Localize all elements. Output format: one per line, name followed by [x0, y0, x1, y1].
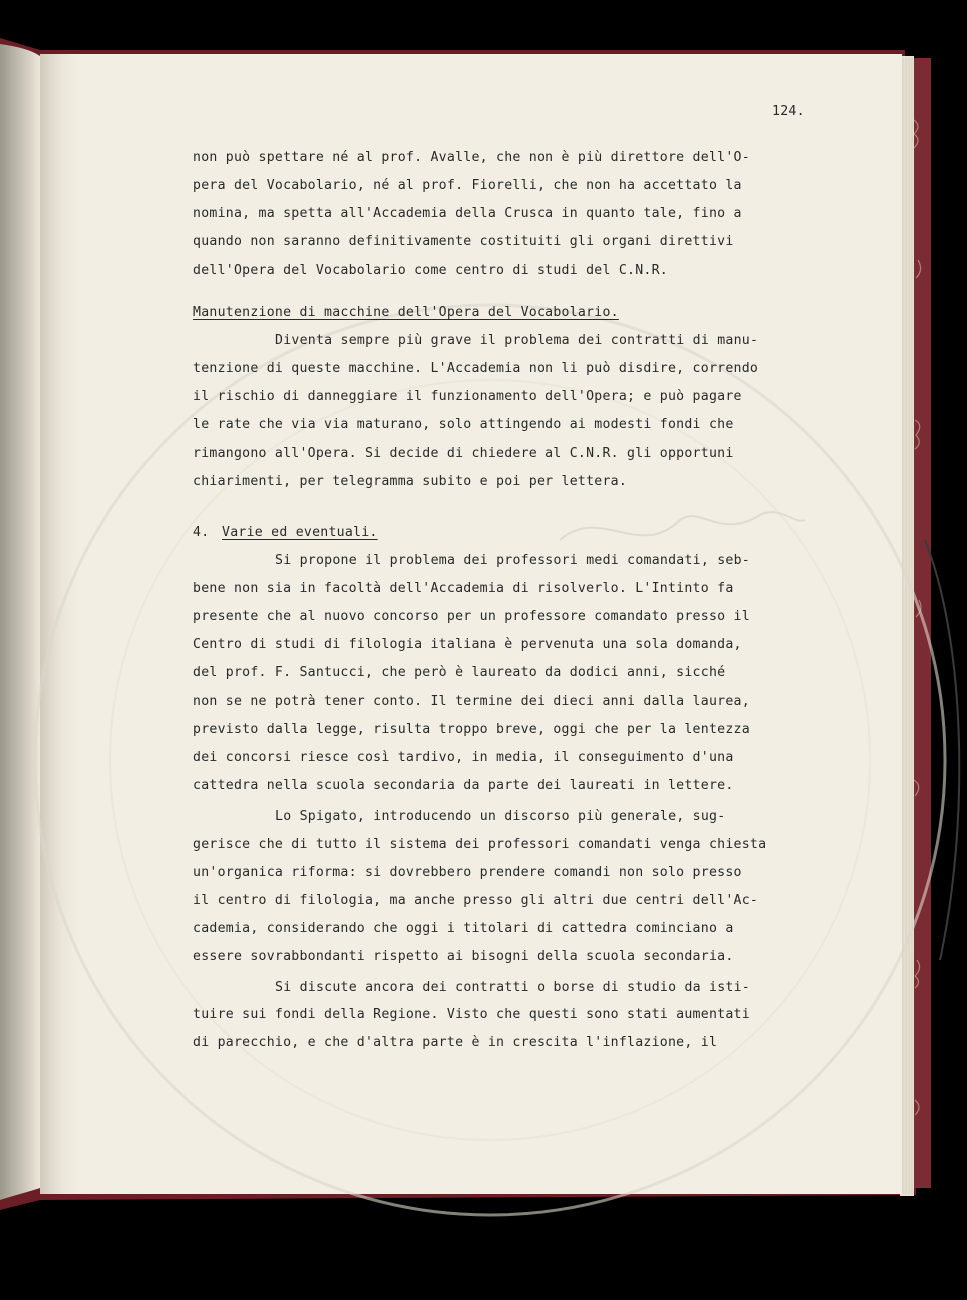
line: cademia, considerando che oggi i titolari di cattedra cominciano a	[193, 921, 734, 936]
section-heading: Varie ed eventuali.	[222, 525, 378, 540]
line: pera del Vocabolario, né al prof. Fiorelli, che non ha accettato la	[193, 178, 742, 193]
line: tuire sui fondi della Regione. Visto che questi sono stati aumentati	[193, 1007, 750, 1022]
line: previsto dalla legge, risulta troppo breve, oggi che per la lentezza	[193, 722, 750, 737]
line: tenzione di queste macchine. L'Accademia non li può disdire, correndo	[193, 361, 759, 376]
line: chiarimenti, per telegramma subito e poi per lettera.	[193, 474, 628, 489]
page-number: 124.	[772, 104, 805, 119]
section-number: 4.	[193, 525, 210, 540]
right-page	[40, 54, 902, 1194]
line: Centro di studi di filologia italiana è pervenuta una sola domanda,	[193, 637, 742, 652]
line: quando non saranno definitivamente costituiti gli organi direttivi	[193, 234, 734, 249]
line: presente che al nuovo concorso per un professore comandato presso il	[193, 609, 750, 624]
line: rimangono all'Opera. Si decide di chiedere al C.N.R. gli opportuni	[193, 446, 734, 461]
line: del prof. F. Santucci, che però è laureato da dodici anni, sicché	[193, 665, 726, 680]
line: Si discute ancora dei contratti o borse di studio da isti-	[275, 980, 750, 995]
line: Diventa sempre più grave il problema dei contratti di manu-	[275, 333, 759, 348]
line: il centro di filologia, ma anche presso gli altri due centri dell'Ac-	[193, 893, 759, 908]
line: essere sovrabbondanti rispetto ai bisogni della scuola secondaria.	[193, 949, 734, 964]
line: Si propone il problema dei professori medi comandati, seb-	[275, 553, 750, 568]
line: di parecchio, e che d'altra parte è in crescita l'inflazione, il	[193, 1035, 718, 1050]
line: gerisce che di tutto il sistema dei professori comandati venga chiesta	[193, 837, 767, 852]
line: dell'Opera del Vocabolario come centro di studi del C.N.R.	[193, 263, 668, 278]
line: dei concorsi riesce così tardivo, in media, il conseguimento d'una	[193, 750, 734, 765]
left-page	[0, 44, 40, 1200]
line: le rate che via via maturano, solo attingendo ai modesti fondi che	[193, 417, 734, 432]
gutter-shadow	[40, 54, 82, 1194]
line: il rischio di danneggiare il funzionamento dell'Opera; e può pagare	[193, 389, 742, 404]
line: bene non sia in facoltà dell'Accademia di risolverlo. L'Intinto fa	[193, 581, 734, 596]
line: nomina, ma spetta all'Accademia della Crusca in quanto tale, fino a	[193, 206, 742, 221]
marbled-endpaper	[913, 58, 931, 1188]
line: non può spettare né al prof. Avalle, che non è più direttore dell'O-	[193, 150, 750, 165]
line: cattedra nella scuola secondaria da parte dei laureati in lettere.	[193, 778, 734, 793]
line: non se ne potrà tener conto. Il termine dei dieci anni dalla laurea,	[193, 694, 750, 709]
section-heading: Manutenzione di macchine dell'Opera del Vocabolario.	[193, 305, 619, 320]
line: Lo Spigato, introducendo un discorso più generale, sug-	[275, 809, 726, 824]
line: un'organica riforma: si dovrebbero prendere comandi non solo presso	[193, 865, 742, 880]
